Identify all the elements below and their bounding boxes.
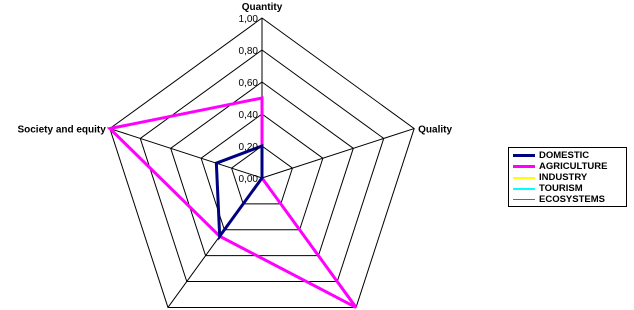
legend-swatch bbox=[513, 199, 535, 200]
legend-label: ECOSYSTEMS bbox=[539, 194, 605, 205]
legend-item-industry bbox=[513, 172, 622, 183]
tick-label: 0,80 bbox=[238, 46, 258, 57]
legend-label: INDUSTRY bbox=[539, 172, 588, 183]
axis-label: Quality bbox=[418, 124, 453, 136]
tick-label: 0,40 bbox=[238, 110, 258, 121]
series-line-agriculture bbox=[110, 98, 356, 307]
tick-label: 0,20 bbox=[238, 142, 258, 153]
legend-label: AGRICULTURE bbox=[539, 161, 608, 172]
legend-item-tourism bbox=[513, 183, 622, 194]
legend-item-agriculture bbox=[513, 161, 622, 172]
legend-swatch bbox=[513, 177, 535, 179]
legend-label: TOURISM bbox=[539, 183, 583, 194]
tick-label: 1,00 bbox=[238, 14, 258, 25]
legend-item-domestic bbox=[513, 150, 622, 161]
tick-label: 0,00 bbox=[238, 174, 258, 185]
legend-swatch bbox=[513, 188, 535, 190]
radar-series bbox=[110, 98, 356, 307]
legend-item-ecosystems bbox=[513, 194, 622, 205]
legend-swatch bbox=[513, 165, 535, 168]
tick-label: 0,60 bbox=[238, 78, 258, 89]
legend-label: DOMESTIC bbox=[539, 150, 590, 161]
axis-spoke bbox=[262, 129, 414, 178]
axis-label: Quantity bbox=[241, 2, 283, 13]
legend-swatch bbox=[513, 154, 535, 157]
axis-label: Society and equity bbox=[17, 124, 106, 136]
legend bbox=[508, 147, 627, 207]
